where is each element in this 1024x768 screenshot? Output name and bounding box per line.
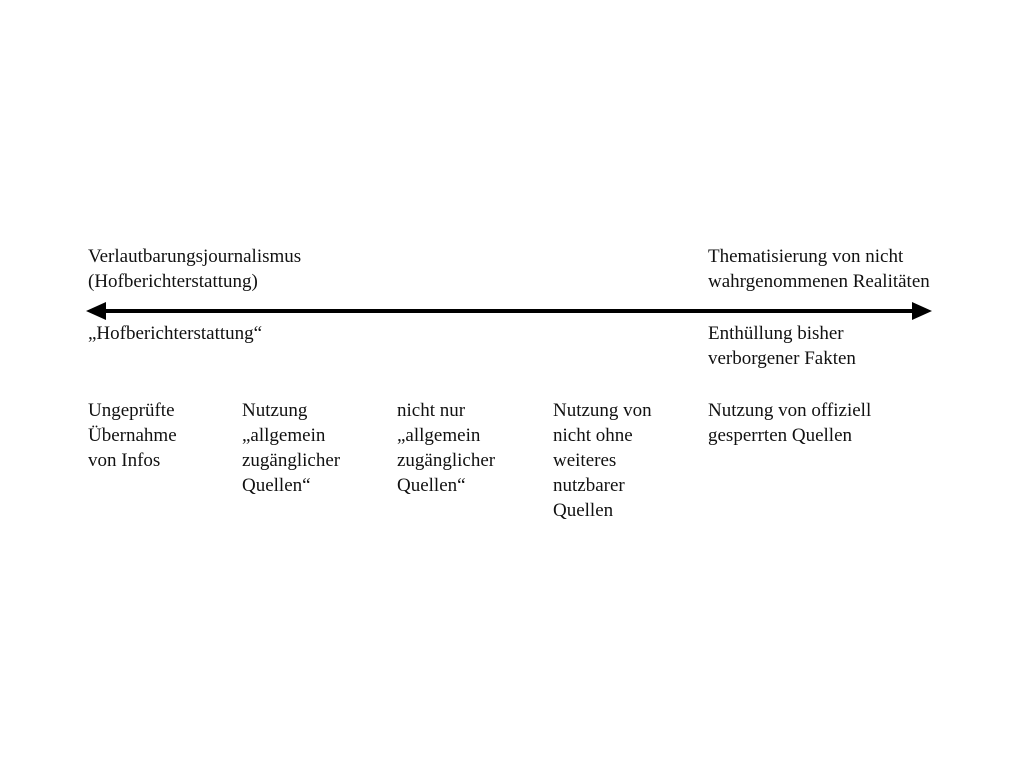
category-line: Quellen	[553, 500, 614, 521]
category-column-1	[88, 398, 177, 473]
category-column-2	[242, 398, 340, 498]
category-line: zugänglicher	[397, 450, 496, 471]
category-column-4	[553, 398, 652, 523]
left-pole-label-line: „Hofberichterstattung“	[88, 323, 263, 344]
category-line: nicht ohne	[553, 425, 633, 446]
category-line: nutzbarer	[553, 475, 625, 496]
category-line: Nutzung	[242, 400, 308, 421]
category-line: zugänglicher	[242, 450, 341, 471]
right-pole-label-line: Enthüllung bisher	[708, 323, 844, 344]
right-pole-heading-line: wahrgenommenen Realitäten	[708, 271, 930, 292]
scale-arrow-right-head	[912, 302, 932, 320]
category-line: weiteres	[553, 450, 617, 471]
right-pole-heading-line: Thematisierung von nicht	[708, 246, 904, 267]
left-pole-heading	[88, 244, 301, 294]
left-pole-heading-line: Verlautbarungsjournalismus	[88, 246, 302, 267]
right-pole-label-line: verborgener Fakten	[708, 348, 856, 369]
category-line: nicht nur	[397, 400, 466, 421]
right-pole-label	[708, 321, 856, 371]
category-line: gesperrten Quellen	[708, 425, 853, 446]
category-line: Nutzung von offiziell	[708, 400, 872, 421]
category-line: Übernahme	[88, 425, 177, 446]
category-line: „allgemein	[397, 425, 481, 446]
right-pole-heading	[708, 244, 930, 294]
category-column-3	[397, 398, 495, 498]
left-pole-heading-line: (Hofberichterstattung)	[88, 271, 258, 292]
category-line: von Infos	[88, 450, 161, 471]
scale-arrow-left-head	[86, 302, 106, 320]
category-line: Ungeprüfte	[88, 400, 175, 421]
category-line: Nutzung von	[553, 400, 652, 421]
category-column-5	[708, 398, 871, 448]
left-pole-label	[88, 321, 262, 346]
category-line: Quellen“	[242, 475, 311, 496]
category-line: „allgemein	[242, 425, 326, 446]
category-line: Quellen“	[397, 475, 466, 496]
